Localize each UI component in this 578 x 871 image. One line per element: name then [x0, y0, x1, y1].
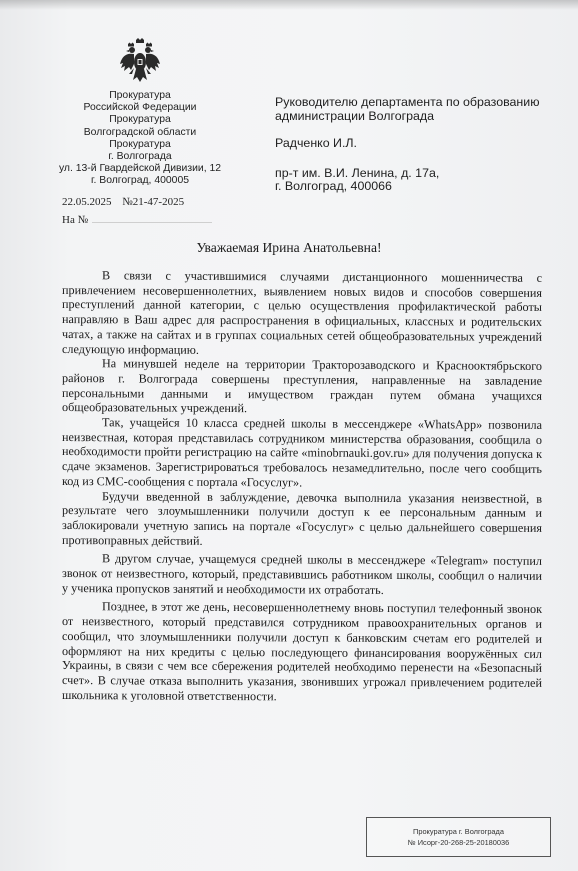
- recipient-name: Радченко И.Л.: [275, 136, 357, 150]
- greeting: Уважаемая Ирина Анатольевна!: [196, 240, 382, 255]
- sender-address-city: г. Волгоград, 400005: [90, 175, 190, 187]
- sender-line-2: Российской Федерации: [83, 102, 197, 114]
- reference-blank: [92, 222, 212, 223]
- body-paragraph-5: В другом случае, учащемуся средней школы в мессенджере «Telegram» поступил звонок от неизвестного, который, представившись работником школы, сообщил о наличии у ученика пропусков занятий и необходимости их отработать.: [62, 551, 542, 597]
- recipient-address-city: г. Волгоград, 400066: [275, 179, 392, 193]
- letter-body: [62, 268, 542, 705]
- registration-line: [62, 196, 192, 208]
- registration-date: 22.05.2025: [62, 196, 112, 208]
- recipient-title-line-1: Руководителю департамента по образованию: [275, 95, 540, 109]
- page-shadow: [0, 0, 578, 10]
- sender-line-3: Прокуратура: [109, 114, 171, 126]
- sender-line-5: Прокуратура: [109, 138, 171, 150]
- body-paragraph-4: Будучи введенной в заблуждение, девочка выполнила указания неизвестной, в результате чего злоумышленники получили доступ к ее персональным данным и заблокировали учетную запись на портале «Госуслуг» с целью дальнейшего совершения противоправных действий.: [62, 488, 542, 548]
- stamp-line-2: № Исорг-20-268-25-20180036: [407, 838, 510, 847]
- double-headed-eagle-emblem-icon: [119, 38, 161, 84]
- reference-label: На №: [62, 214, 89, 226]
- sender-block: [42, 38, 238, 188]
- sender-line-4: Волгоградской области: [83, 126, 197, 138]
- body-paragraph-3: Так, учащейся 10 класса средней школы в мессенджере «WhatsApp» позвонила неизвестная, которая представилась сотрудником министерства образования, сообщила о необходимости пройти регистрацию на сайте «minobrnauki.gov.ru» для получения допуска к сдаче экзаменов. Зарегистрироваться требовалось незамедлительно, после чего сообщить код из СМС-сообщения с портала «Госуслуг».: [62, 415, 542, 490]
- stamp-line-1: Прокуратура г. Волгограда: [413, 827, 504, 836]
- sender-line-6: г. Волгограда: [108, 151, 172, 163]
- recipient-block: [275, 96, 565, 194]
- sender-address-street: ул. 13-й Гвардейской Дивизии, 12: [58, 163, 222, 175]
- recipient-title-line-2: администрации Волгограда: [275, 108, 435, 123]
- body-paragraph-1: В связи с участившимися случаями дистанционного мошенничества с привлечением несовершеннолетних, выявлением новых видов и способов совершения преступлений данной категории, с целью осуществления профилактической работы направляю в Ваш адрес для распространения в официальных, классных и родительских чатах, а также на сайтах и в группах социальных сетей общеобразовательных учреждений следующую информацию.: [62, 268, 542, 357]
- body-paragraph-6: Позднее, в этот же день, несовершеннолетнему вновь поступил телефонный звонок от неизвестного, который представился сотрудником правоохранительных органов и сообщил, что злоумышленники получили доступ к банковским счетам его родителей и оформляют на них кредиты с целью последующего финансирования вооружённых сил Украины, в связи с чем все сбережения родителей необходимо перенести на «Безопасный счет». В случае отказа выполнить указания, звонивших угрожал привлечением родителей школьника к уголовной ответственности.: [62, 599, 542, 703]
- recipient-address-street: пр-т им. В.И. Ленина, д. 17а,: [275, 165, 440, 180]
- reference-line: [62, 214, 212, 226]
- body-paragraph-2: На минувшей неделе на территории Тракторозаводского и Краснооктябрьского районов г. Волгограда совершены преступления, направленные на завладение персональными данными и имуществом граждан путем обмана учащихся общеобразовательных учреждений.: [62, 356, 542, 416]
- registration-stamp: [366, 817, 551, 857]
- registration-number: №21-47-2025: [122, 196, 185, 208]
- sender-line-1: Прокуратура: [109, 90, 171, 101]
